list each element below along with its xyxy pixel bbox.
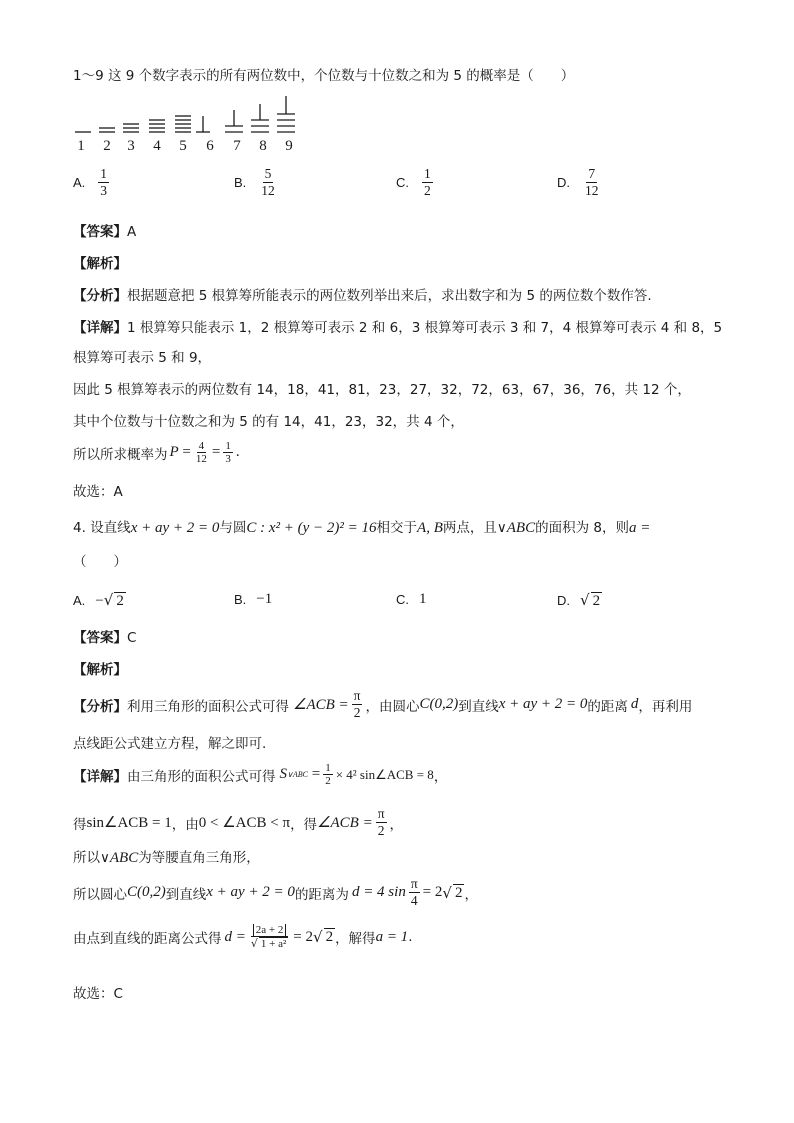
rod-number: 6 (206, 138, 214, 154)
option-c: C. $\frac{1}{2}$ (396, 166, 431, 198)
rod-6 (196, 116, 210, 132)
rod-number: 8 (259, 138, 267, 154)
rod-number: 9 (285, 138, 293, 154)
rod-number: 1 (77, 138, 85, 154)
rod-number: 4 (153, 138, 161, 154)
option-d: D. √ 2 (557, 591, 601, 609)
q3-detail-line: 根算筹可表示 5 和 9， (73, 350, 212, 366)
option-d: D. $\frac{7}{12}$ (557, 166, 599, 198)
q3-probability: 所以所求概率为 P = $\frac{4}{12}$ = $\frac{1}{3}$ . (73, 440, 240, 465)
rod-number: 5 (179, 138, 187, 154)
q4-paren: （ ） (73, 554, 127, 570)
q4-detail-line: 所以∨ABC为等腰直角三角形， (73, 850, 260, 866)
q3-analysis: 【分析】根据题意把 5 根算筹所能表示的两位数列举出来后，求出数字和为 5 的两位数个数作答. (73, 288, 652, 304)
q4-detail-line: 由点到直线的距离公式得 d = $\frac{2a + 2}{\text{√ 1 + a²}}$ = 2 √ 2 ，解得 a = 1 . (73, 924, 413, 950)
option-b: B. $\frac{5}{12}$ (234, 166, 275, 198)
q3-stem: 1～9 这 9 个数字表示的所有两位数中，个位数与十位数之和为 5 的概率是（ ） (73, 68, 575, 84)
option-b: B. −1 (234, 591, 273, 607)
q3-detail-line: 因此 5 根算筹表示的两位数有 14，18，41，81，23，27，32，72，63，67，36，76，共 12 个， (73, 382, 691, 398)
q3-answer: 【答案】A (73, 224, 137, 240)
q3-detail-line: 其中个位数与十位数之和为 5 的有 14，41，23，32，共 4 个， (73, 414, 464, 430)
q3-conclusion: 故选：A (73, 484, 123, 500)
q4-detail-line: 【详解】 由三角形的面积公式可得 S ∨ABC = $\frac{1}{2}$ × 4² sin∠ACB = 8 ， (73, 762, 448, 787)
rod-8 (251, 104, 269, 132)
rod-number: 3 (127, 138, 135, 154)
rod-7 (225, 110, 243, 132)
q4-analysis: 【分析】 利用三角形的面积公式可得 ∠ACB = $\frac{\pi}{2}$ ，由圆心 C(0,2) 到直线 x + ay + 2 = 0 的距离 d ，再利用 (73, 688, 693, 720)
option-c: C. 1 (396, 591, 427, 607)
q4-analysis-cont: 点线距公式建立方程，解之即可. (73, 736, 267, 752)
q3-detail-line: 【详解】1 根算筹只能表示 1，2 根算筹可表示 2 和 6，3 根算筹可表示 3 和 7，4 根算筹可表示 4 和 8，5 (73, 320, 723, 336)
option-a: A. $\frac{1}{3}$ (73, 166, 108, 198)
rod-5 (175, 116, 191, 132)
rod-2 (99, 128, 115, 132)
rod-3 (123, 124, 139, 132)
q4-conclusion: 故选：C (73, 986, 123, 1002)
q4-detail-line: 得 sin∠ACB = 1 ，由 0 < ∠ACB < π ，得 ∠ACB = $\frac{\pi}{2}$ ， (73, 806, 404, 838)
q3-jiexi-heading: 【解析】 (73, 256, 127, 272)
rod-9 (277, 96, 295, 132)
rod-4 (149, 120, 165, 132)
rod-number: 7 (233, 138, 241, 154)
q4-jiexi-heading: 【解析】 (73, 662, 127, 678)
option-a: A. −√ 2 (73, 591, 124, 609)
q4-answer: 【答案】C (73, 630, 137, 646)
q4-stem: 4. 设直线x + ay + 2 = 0与圆C : x² + (y − 2)² = 16相交于A, B两点，且∨ABC的面积为 8，则a = (73, 520, 651, 536)
rod-number: 2 (103, 138, 111, 154)
q4-detail-line: 所以圆心 C(0,2) 到直线 x + ay + 2 = 0 的距离为 d = 4 sin $\frac{\pi}{4}$ = 2 √ 2 ， (73, 876, 478, 908)
